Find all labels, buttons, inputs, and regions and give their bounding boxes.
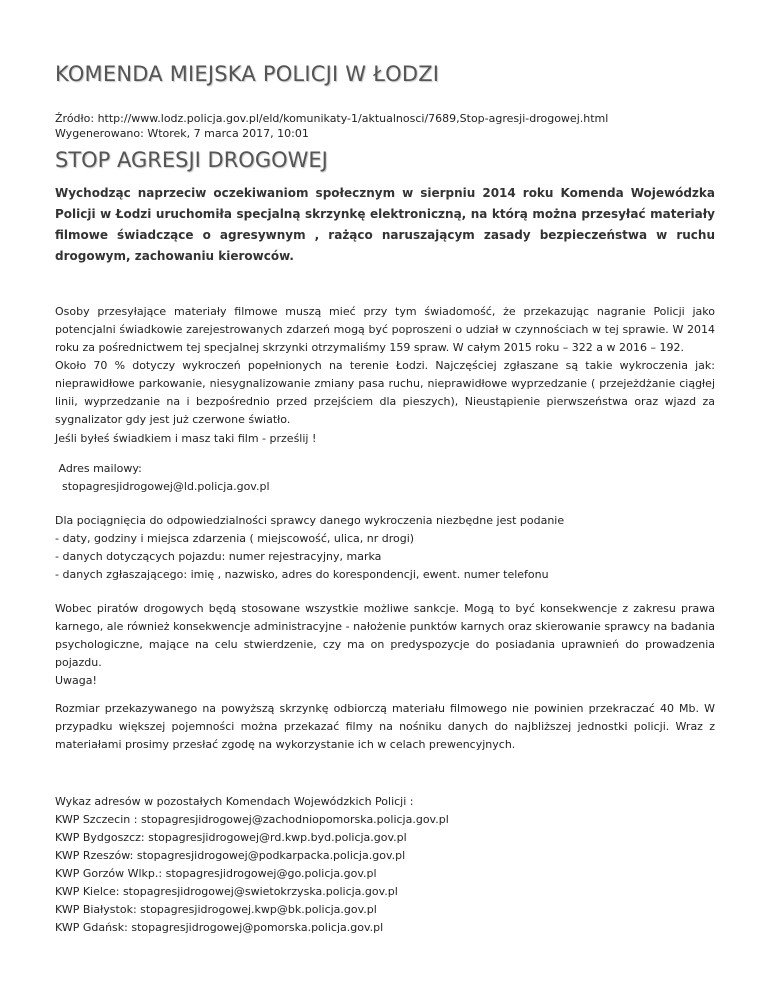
org-title: KOMENDA MIEJSKA POLICJI W ŁODZI bbox=[55, 62, 440, 86]
list-item: - danych zgłaszającego: imię , nazwisko, adres do korespondencji, ewent. numer telefonu bbox=[55, 568, 549, 581]
list-item: KWP Białystok: stopagresjidrogowej.kwp@bk.policja.gov.pl bbox=[55, 903, 377, 916]
paragraph-statistics: Około 70 % dotyczy wykroczeń popełnionych na terenie Łodzi. Najczęściej zgłaszane są takie wykroczenia jak: nieprawidłowe parkowanie, niesygnalizowanie zmiany pasa ruchu, nieprawidłowe wyprzedzanie ( przejeżdżanie ciągłej linii, wyprzedzanie na i bezpośrednio przed przejściem dla pieszych), Nieustąpienie pierwszeństwa oraz wjazd za sygnalizator gdy jest już czerwone światło. bbox=[55, 359, 715, 426]
email-label: Adres mailowy: bbox=[55, 462, 142, 475]
document-meta bbox=[55, 111, 608, 141]
list-item: KWP Bydgoszcz: stopagresjidrogowej@rd.kwp.byd.policja.gov.pl bbox=[55, 831, 407, 844]
list-item: - daty, godziny i miejsca zdarzenia ( miejscowość, ulica, nr drogi) bbox=[55, 532, 415, 545]
list-item: KWP Rzeszów: stopagresjidrogowej@podkarpacka.policja.gov.pl bbox=[55, 849, 406, 862]
list-item: KWP Szczecin : stopagresjidrogowej@zachodniopomorska.policja.gov.pl bbox=[55, 813, 449, 826]
lead-paragraph: Wychodząc naprzeciw oczekiwaniom społecznym w sierpniu 2014 roku Komenda Wojewódzka Policji w Łodzi uruchomiła specjalną skrzynkę elektroniczną, na którą można przesyłać materiały filmowe świadczące o agresywnym , rażąco naruszającym zasady bezpieczeństwa w ruchu drogowym, zachowaniu kierowców. bbox=[55, 186, 715, 263]
article-title: STOP AGRESJI DROGOWEJ bbox=[55, 148, 328, 172]
email-block bbox=[55, 460, 715, 496]
addresses-block bbox=[55, 793, 715, 937]
generated-line: Wygenerowano: Wtorek, 7 marca 2017, 10:01 bbox=[55, 127, 309, 140]
paragraph-call-to-action: Jeśli byłeś świadkiem i masz taki film - prześlij ! bbox=[55, 432, 317, 445]
list-item: - danych dotyczących pojazdu: numer rejestracyjny, marka bbox=[55, 550, 382, 563]
paragraph-sanctions: Wobec piratów drogowych będą stosowane wszystkie możliwe sankcje. Mogą to być konsekwencje z zakresu prawa karnego, ale również konsekwencje administracyjne - nałożenie punktów karnych oraz skierowanie sprawcy na badania psychologiczne, mające na celu stwierdzenie, czy ma on predyspozycje do posiadania uprawnień do prowadzenia pojazdu. bbox=[55, 602, 715, 669]
requirements-intro: Dla pociągnięcia do odpowiedzialności sprawcy danego wykroczenia niezbędne jest podanie bbox=[55, 514, 565, 527]
list-item: KWP Gorzów Wlkp.: stopagresjidrogowej@go.policja.gov.pl bbox=[55, 867, 377, 880]
paragraph-witnesses: Osoby przesyłające materiały filmowe muszą mieć przy tym świadomość, że przekazując nagranie Policji jako potencjalni świadkowie zarejestrowanych zdarzeń mogą być poproszeni o udział w czynnościach w tej sprawie. W 2014 roku za pośrednictwem tej specjalnej skrzynki otrzymaliśmy 159 spraw. W całym 2015 roku – 322 a w 2016 – 192. bbox=[55, 305, 715, 354]
list-item: KWP Gdańsk: stopagresjidrogowej@pomorska.policja.gov.pl bbox=[55, 921, 384, 934]
paragraph-file-size: Rozmiar przekazywanego na powyższą skrzynkę odbiorczą materiału filmowego nie powinien przekraczać 40 Mb. W przypadku większej pojemności można przekazać filmy na nośniku danych do najbliższej jednostki policji. Wraz z materiałami prosimy przesłać zgodę na wykorzystanie ich w celach prewencyjnych. bbox=[55, 702, 715, 751]
addresses-intro: Wykaz adresów w pozostałych Komendach Wojewódzkich Policji : bbox=[55, 795, 414, 808]
requirements-block bbox=[55, 512, 715, 584]
email-address[interactable]: stopagresjidrogowej@ld.policja.gov.pl bbox=[55, 480, 270, 493]
warning-label: Uwaga! bbox=[55, 674, 97, 687]
source-line: Źródło: http://www.lodz.policja.gov.pl/eld/komunikaty-1/aktualnosci/7689,Stop-agresji-drogowej.html bbox=[55, 112, 609, 125]
list-item: KWP Kielce: stopagresjidrogowej@swietokrzyska.policja.gov.pl bbox=[55, 885, 398, 898]
